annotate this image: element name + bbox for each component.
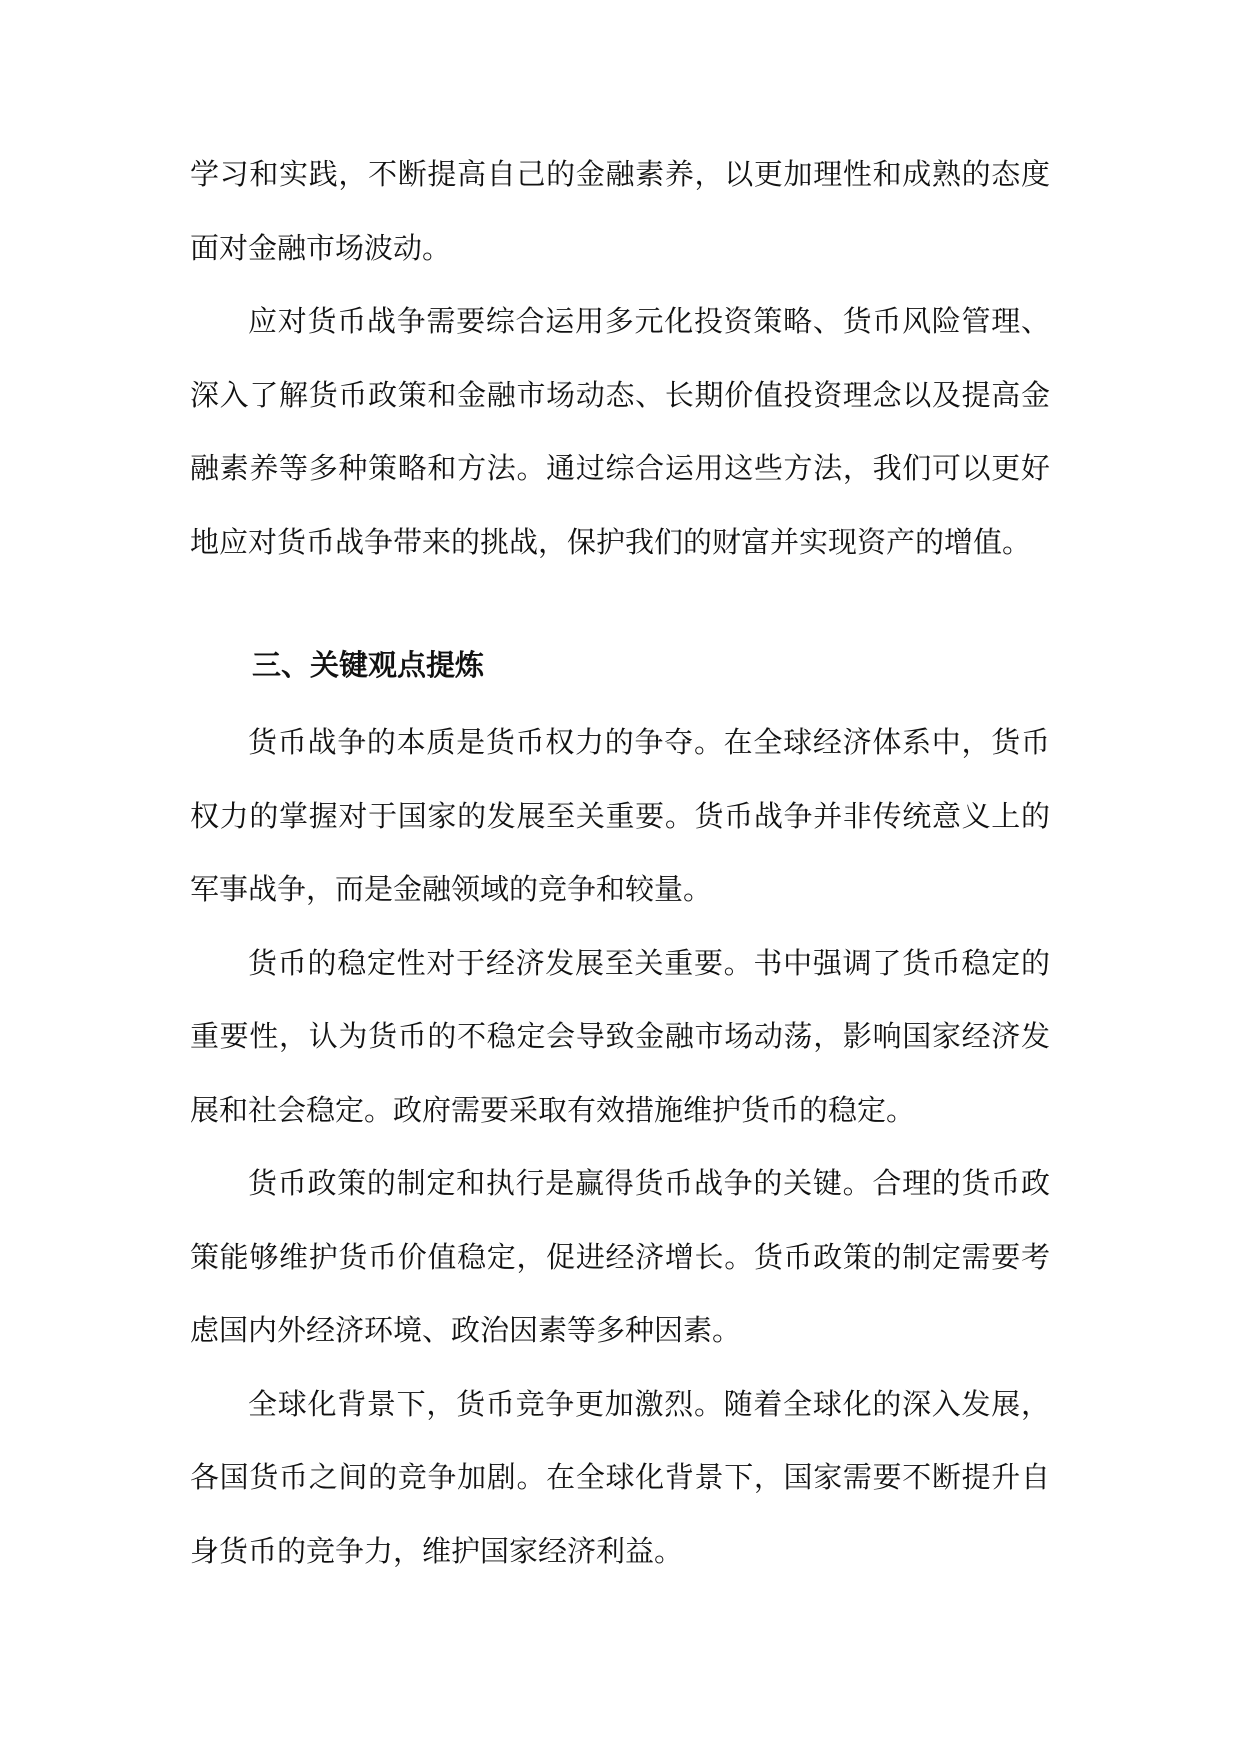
section-heading: 三、关键观点提炼 [252, 648, 485, 682]
paragraph-monetary-policy: 货币政策的制定和执行是赢得货币战争的关键。合理的货币政策能够维护货币价值稳定，促进经济增长。货币政策的制定需要考虑国内外经济环境、政治因素等多种因素。 [190, 1166, 1050, 1347]
document-body [190, 138, 1050, 1588]
paragraph-stability: 货币的稳定性对于经济发展至关重要。书中强调了货币稳定的重要性，认为货币的不稳定会导致金融市场动荡，影响国家经济发展和社会稳定。政府需要采取有效措施维护货币的稳定。 [190, 945, 1050, 1127]
paragraph-globalization: 全球化背景下，货币竞争更加激烈。随着全球化的深入发展，各国货币之间的竞争加剧。在全球化背景下，国家需要不断提升自身货币的竞争力，维护国家经济利益。 [190, 1386, 1050, 1568]
paragraph-essence: 货币战争的本质是货币权力的争夺。在全球经济体系中，货币权力的掌握对于国家的发展至关重要。货币战争并非传统意义上的军事战争，而是金融领域的竞争和较量。 [190, 725, 1050, 906]
paragraph-coping-strategies: 应对货币战争需要综合运用多元化投资策略、货币风险管理、深入了解货币政策和金融市场动态、长期价值投资理念以及提高金融素养等多种策略和方法。通过综合运用这些方法，我们可以更好地应对货币战争带来的挑战，保护我们的财富并实现资产的增值。 [190, 304, 1050, 559]
paragraph-continuation: 学习和实践，不断提高自己的金融素养，以更加理性和成熟的态度面对金融市场波动。 [190, 157, 1050, 265]
